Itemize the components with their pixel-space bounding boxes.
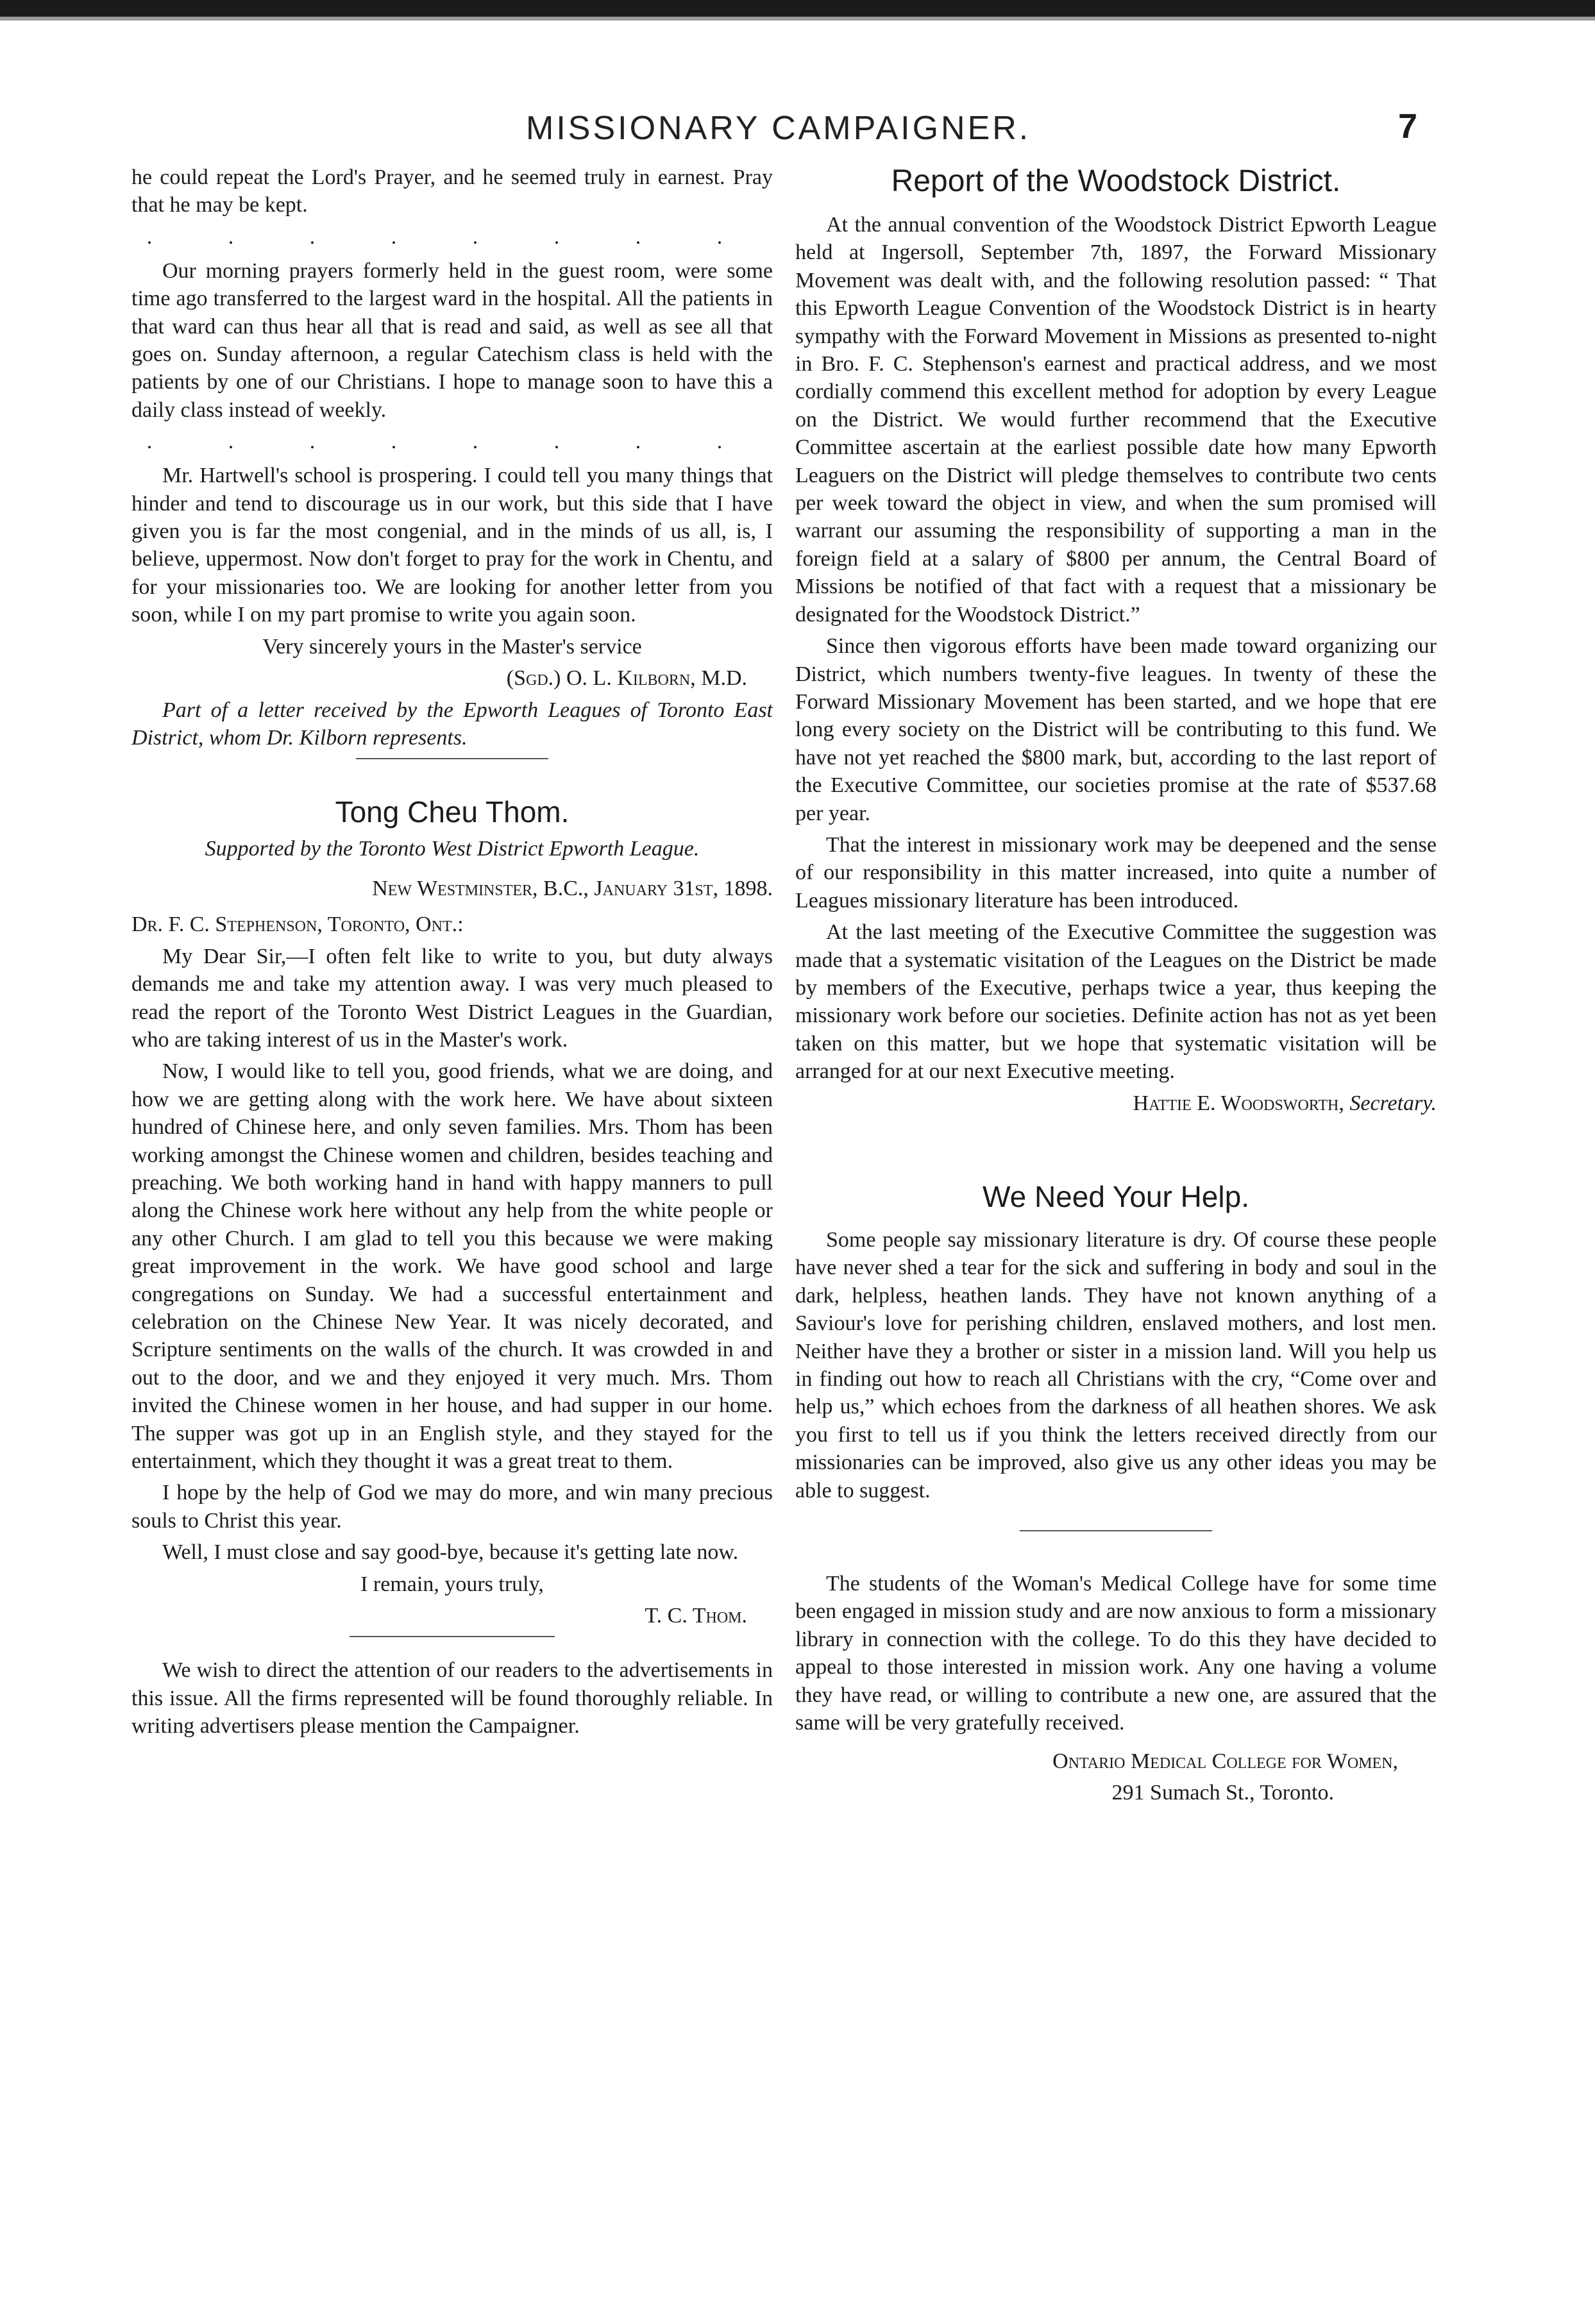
advertisers-notice: We wish to direct the attention of our readers to the advertisements in this issue. All the firms represented will be found thoroughly reliable. In writing advertisers please mention the Campaigner. xyxy=(131,1658,773,1739)
college-signature-line-1: Ontario Medical College for Women, xyxy=(1052,1749,1398,1773)
report-paragraph-4: At the last meeting of the Executive Committee the suggestion was made that a systematic visitation of the Leagues on the District be made by members of the Executive, perhaps twice a year, thus keeping the missionary work before our societies. Definite action has not as yet been taken on this matter, but we hope that systematic visitation will be arranged for at our next Executive meeting. xyxy=(795,920,1437,1084)
spacer xyxy=(131,1644,773,1656)
tong-address: Dr. F. C. Stephenson, Toronto, Ont.: xyxy=(131,913,464,937)
ellipsis-separator: . . . . . . . . xyxy=(146,224,758,249)
top-border-band xyxy=(0,0,1595,17)
report-signature xyxy=(795,1090,1437,1117)
page-header xyxy=(0,109,1595,160)
report-heading: Report of the Woodstock District. xyxy=(891,164,1341,198)
spacer xyxy=(795,1121,1437,1179)
right-column xyxy=(795,164,1437,1810)
kilborn-paragraph-school: Mr. Hartwell's school is prospering. I could tell you many things that hinder and tend to discourage us in our work, but this side that I have given you is far the most congenial, and in the minds of us all, is, I believe, uppermost. Now don't forget to pray for the work in Chentu, and for your missionaries too. We are looking for another letter from you soon, while I on my part promise to write you again soon. xyxy=(131,464,773,627)
tong-signature: T. C. Thom. xyxy=(645,1604,747,1628)
report-paragraph-2: Since then vigorous efforts have been made toward organizing our District, which numbers twenty-five leagues. In twenty of these the Forward Missionary Movement has been started, and we hope that ere long every society on the District will be contributing to this fund. We have not yet reached the $800 mark, but, according to the last report of the Executive Committee, our societies promise at the rate of $537.68 per year. xyxy=(795,634,1437,825)
section-rule xyxy=(356,758,548,759)
kilborn-letter-continuation: he could repeat the Lord's Prayer, and he seemed truly in earnest. Pray that he may be kept. xyxy=(131,165,773,217)
tong-subtitle: Supported by the Toronto West District Epworth League. xyxy=(205,837,700,861)
kilborn-note: Part of a letter received by the Epworth Leagues of Toronto East District, whom Dr. Kilborn represents. xyxy=(131,698,773,750)
kilborn-signature: (Sgd.) O. L. Kilborn, M.D. xyxy=(506,666,747,691)
left-column xyxy=(131,164,773,1744)
help-heading: We Need Your Help. xyxy=(983,1180,1249,1213)
kilborn-closing: Very sincerely yours in the Master's service xyxy=(262,634,642,659)
section-rule xyxy=(1020,1530,1212,1531)
tong-paragraph-4: Well, I must close and say good-bye, because it's getting late now. xyxy=(162,1540,739,1565)
help-paragraph: Some people say missionary literature is dry. Of course these people have never shed a tear for the sick and suffering in body and soul in the dark, helpless, heathen lands. They have not known anything of a Saviour's love for perishing children, enslaved mothers, and lost men. Neither have they a brother or sister in a mission land. Will you help us in finding out how to reach all Christians with the cry, “Come over and help us,” which echoes from the darkness of all heathen shores. We ask you first to tell us if you think the letters received directly from our missionaries can be improved, also give us any other ideas you may be able to suggest. xyxy=(795,1228,1437,1503)
tong-paragraph-2: Now, I would like to tell you, good friends, what we are doing, and how we are getting along with the work here. We have about sixteen hundred of Chinese here, and only seven families. Mrs. Thom has been working amongst the Chinese women and children, besides teaching and preaching. We both working hand in hand with happy manners to pull along the Chinese work here without any help from the white people or any other Church. I am glad to tell you this because we were making great improvement in the work. We have good school and large congregations on Sunday. We had a successful entertainment and celebration on the Chinese New Year. It was nicely decorated, and Scripture sentiments on the walls of the church. It was crowded in and out to the door, and we and they enjoyed it very much. Mrs. Thom invited the Chinese women in her house, and had supper in our home. The supper was got up in an English style, and they stayed for the entertainment, which they thought it was a great treat to them. xyxy=(131,1059,773,1474)
journal-title: MISSIONARY CAMPAIGNER. xyxy=(526,110,1031,147)
kilborn-paragraph-prayers: Our morning prayers formerly held in the guest room, were some time ago transferred to the largest ward in the hospital. All the patients in that ward can thus hear all that is read and said, as well as see all that goes on. Sunday afternoon, a regular Catechism class is held with the patients by one of our Christians. I hope to manage soon to have this a daily class instead of weekly. xyxy=(131,258,773,422)
tong-dateline: New Westminster, B.C., January 31st, 1898. xyxy=(372,877,773,901)
report-paragraph-1: At the annual convention of the Woodstock District Epworth League held at Ingersoll, September 7th, 1897, the Forward Missionary Movement was dealt with, and the following resolution passed: “ That this Epworth League Convention of the Woodstock District is in hearty sympathy with the Forward Movement in Missions as presented to-night in Bro. F. C. Stephenson's earnest and practical address, and we most cordially commend this excellent method for adoption by every League on the District. We would further recommend that the Executive Committee ascertain at the earliest possible date how many Epworth Leaguers on the District will pledge themselves to contribute two cents per week toward the object in view, and when the sum promised will warrant our assuming the responsibility of supporting a man in the foreign field at a salary of $800 per annum, the Central Board of Missions be notified of that fact with a request that a missionary be designated for the Woodstock District.” xyxy=(795,213,1437,627)
tong-paragraph-1: My Dear Sir,—I often felt like to write to you, but duty always demands me and take my attention away. I was very much pleased to read the report of the Toronto West District Leagues in the Guardian, who are taking interest of us in the Master's work. xyxy=(131,944,773,1052)
tong-paragraph-3: I hope by the help of God we may do more, and win many precious souls to Christ this year. xyxy=(131,1481,773,1533)
spacer xyxy=(131,766,773,794)
report-signature-role: Secretary. xyxy=(1349,1091,1437,1115)
tong-heading: Tong Cheu Thom. xyxy=(335,795,570,829)
college-signature-line-2: 291 Sumach St., Toronto. xyxy=(1111,1780,1334,1805)
college-paragraph: The students of the Woman's Medical College have for some time been engaged in mission study and are now anxious to form a missionary library in connection with the college. To do this they have decided to appeal to those interested in mission work. Any one having a volume they have read, or willing to contribute a new one, are assured that the same will be very gratefully received. xyxy=(795,1572,1437,1735)
tong-closing: I remain, yours truly, xyxy=(360,1572,544,1596)
ellipsis-separator: . . . . . . . . xyxy=(146,430,758,454)
report-paragraph-3: That the interest in missionary work may be deepened and the sense of our responsibility in this matter increased, into quite a number of Leagues missionary literature has been introduced. xyxy=(795,832,1437,913)
report-signature-name: Hattie E. Woodsworth, xyxy=(1133,1091,1344,1115)
top-border-shadow xyxy=(0,17,1595,21)
page-number: 7 xyxy=(1398,107,1418,146)
section-rule xyxy=(350,1636,555,1637)
